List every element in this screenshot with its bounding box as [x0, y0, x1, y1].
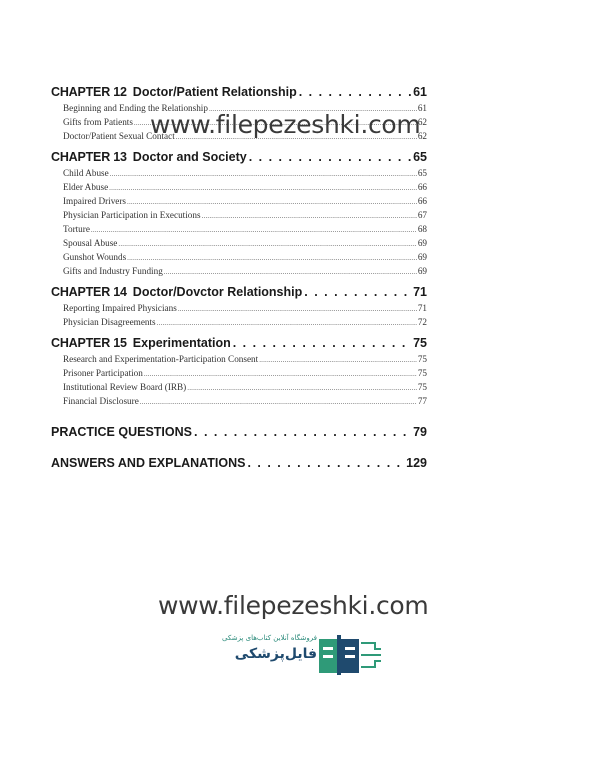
section-practice-questions	[51, 424, 427, 441]
dot-leader	[91, 223, 417, 237]
watermark-overlay: www.filepezeshki.com	[150, 110, 421, 139]
dot-leader	[259, 353, 417, 367]
entry-page: 68	[417, 224, 427, 234]
entry-page: 69	[417, 238, 427, 248]
toc-entry	[51, 236, 427, 250]
entry-page: 77	[417, 396, 427, 406]
toc-entry	[51, 380, 427, 394]
dot-leader	[202, 209, 417, 223]
dot-leader	[157, 316, 417, 330]
dot-leader	[249, 149, 411, 166]
dot-leader	[140, 395, 417, 409]
dot-leader	[187, 381, 417, 395]
dot-leader	[178, 302, 417, 316]
entry-page: 75	[417, 354, 427, 364]
dot-leader	[110, 167, 417, 181]
entry-page: 75	[417, 382, 427, 392]
table-of-contents	[51, 84, 427, 472]
toc-entry	[51, 166, 427, 180]
dot-leader	[247, 455, 404, 472]
dot-leader	[304, 284, 411, 301]
chapter-title: Doctor/Patient Relationship	[132, 85, 297, 99]
entry-title: Physician Participation in Executions	[63, 210, 201, 220]
entry-page: 72	[417, 317, 427, 327]
chapter-heading	[51, 284, 427, 301]
entry-page: 69	[417, 252, 427, 262]
entry-title: Doctor/Patient Sexual Contact	[63, 131, 175, 141]
entry-title: Gifts and Industry Funding	[63, 266, 163, 276]
entry-page: 69	[417, 266, 427, 276]
entry-title: Beginning and Ending the Relationship	[63, 103, 208, 113]
dot-leader	[118, 237, 416, 251]
chapter-label: CHAPTER 15	[51, 336, 127, 350]
entry-title: Financial Disclosure	[63, 396, 139, 406]
entry-title: Research and Experimentation-Participation Consent	[63, 354, 259, 364]
section-answers-explanations	[51, 455, 427, 472]
entry-title: Prisoner Participation	[63, 368, 143, 378]
chapter-15	[51, 335, 427, 408]
toc-entry	[51, 264, 427, 278]
logo-tagline: فروشگاه آنلاین کتاب‌های پزشکی	[222, 634, 317, 642]
entry-page: 61	[417, 103, 427, 113]
dot-leader	[164, 265, 417, 279]
book-logo-icon	[319, 635, 385, 675]
section-title: ANSWERS AND EXPLANATIONS	[51, 456, 246, 470]
toc-entry	[51, 394, 427, 408]
entry-title: Physician Disagreements	[63, 317, 156, 327]
entry-title: Gifts from Patients	[63, 117, 133, 127]
entry-title: Torture	[63, 224, 90, 234]
logo-text	[205, 633, 317, 665]
entry-page: 71	[417, 303, 427, 313]
entry-title: Elder Abuse	[63, 182, 109, 192]
toc-entry	[51, 315, 427, 329]
dot-leader	[127, 251, 417, 265]
entry-page: 62	[417, 117, 427, 127]
entry-page: 62	[417, 131, 427, 141]
chapter-label: CHAPTER 13	[51, 150, 127, 164]
chapter-page: 65	[413, 150, 427, 164]
logo-name: فایل‌پزشکی	[234, 646, 317, 662]
chapter-heading	[51, 335, 427, 352]
dot-leader	[144, 367, 417, 381]
dot-leader	[109, 181, 417, 195]
chapter-title: Experimentation	[132, 336, 231, 350]
toc-entry	[51, 222, 427, 236]
toc-entry	[51, 208, 427, 222]
entry-page: 66	[417, 182, 427, 192]
entry-page: 65	[417, 168, 427, 178]
toc-entry	[51, 352, 427, 366]
entry-title: Child Abuse	[63, 168, 109, 178]
chapter-page: 71	[413, 285, 427, 299]
brand-logo	[205, 633, 390, 677]
chapter-page: 61	[413, 85, 427, 99]
chapter-13	[51, 149, 427, 278]
entry-title: Impaired Drivers	[63, 196, 127, 206]
chapter-label: CHAPTER 14	[51, 285, 127, 299]
chapter-page: 75	[413, 336, 427, 350]
toc-entry	[51, 301, 427, 315]
watermark-footer: www.filepezeshki.com	[158, 591, 429, 620]
chapter-heading	[51, 84, 427, 101]
dot-leader	[299, 84, 411, 101]
dot-leader	[127, 195, 417, 209]
toc-entry	[51, 250, 427, 264]
toc-entry	[51, 180, 427, 194]
dot-leader	[194, 424, 411, 441]
entry-page: 67	[417, 210, 427, 220]
entry-title: Gunshot Wounds	[63, 252, 127, 262]
section-page: 79	[413, 425, 427, 439]
chapter-14	[51, 284, 427, 329]
toc-entry	[51, 194, 427, 208]
chapter-title: Doctor and Society	[132, 150, 247, 164]
entry-title: Spousal Abuse	[63, 238, 118, 248]
entry-title: Institutional Review Board (IRB)	[63, 382, 187, 392]
entry-page: 75	[417, 368, 427, 378]
entry-page: 66	[417, 196, 427, 206]
toc-entry	[51, 366, 427, 380]
dot-leader	[233, 335, 411, 352]
chapter-title: Doctor/Dovctor Relationship	[132, 285, 303, 299]
section-title: PRACTICE QUESTIONS	[51, 425, 192, 439]
section-page: 129	[406, 456, 427, 470]
chapter-label: CHAPTER 12	[51, 85, 127, 99]
entry-title: Reporting Impaired Physicians	[63, 303, 177, 313]
chapter-heading	[51, 149, 427, 166]
